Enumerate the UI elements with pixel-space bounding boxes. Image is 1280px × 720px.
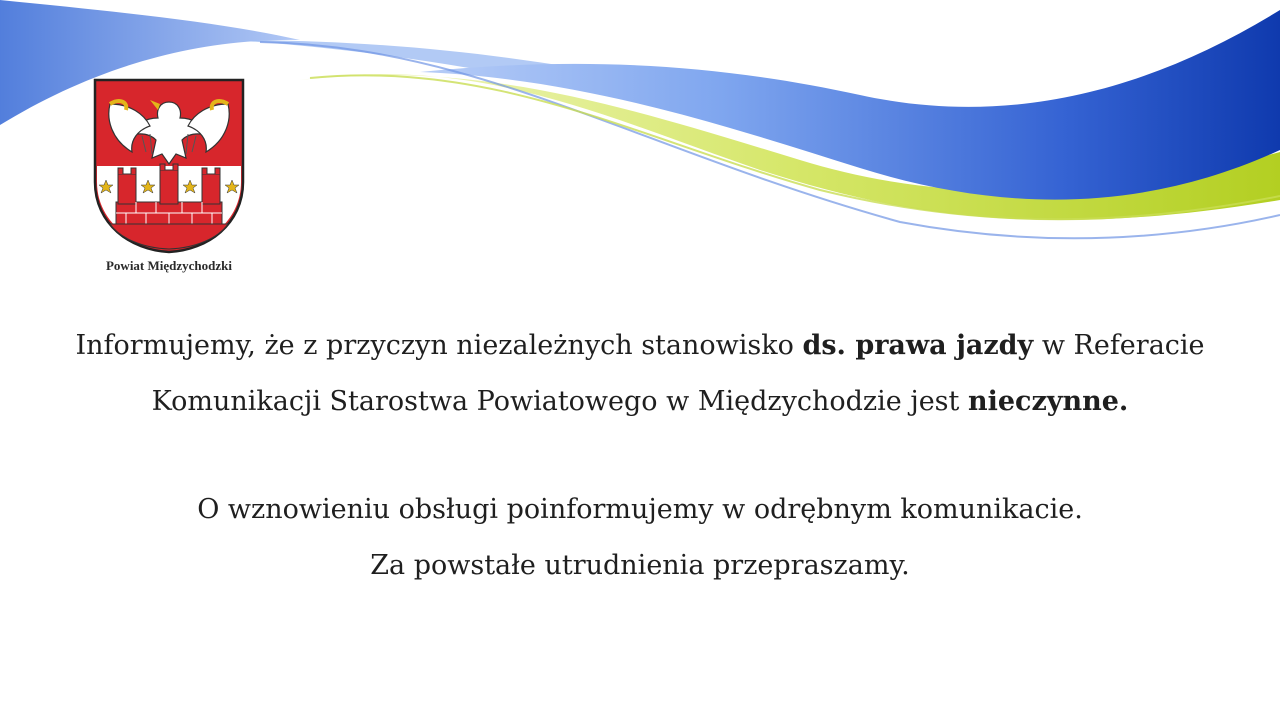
announcement-bold-service: ds. prawa jazdy xyxy=(802,330,1034,361)
county-crest xyxy=(86,74,252,284)
announcement-text-2: w Referacie Komunikacji Starostwa Powiatowego w Międzychodzie jest xyxy=(151,330,1205,417)
announcement-resume-line: O wznowieniu obsługi poinformujemy w odrębnym komunikacie. xyxy=(197,494,1083,525)
crest-caption: Powiat Międzychodzki xyxy=(105,258,232,273)
announcement-paragraph xyxy=(60,318,1220,430)
crest-shield-icon xyxy=(86,74,252,254)
announcement xyxy=(60,318,1220,594)
announcement-apology-line: Za powstałe utrudnienia przepraszamy. xyxy=(370,550,910,581)
announcement-bold-status: nieczynne. xyxy=(967,386,1129,417)
announcement-text-1: Informujemy, że z przyczyn niezależnych stanowisko xyxy=(75,330,803,361)
